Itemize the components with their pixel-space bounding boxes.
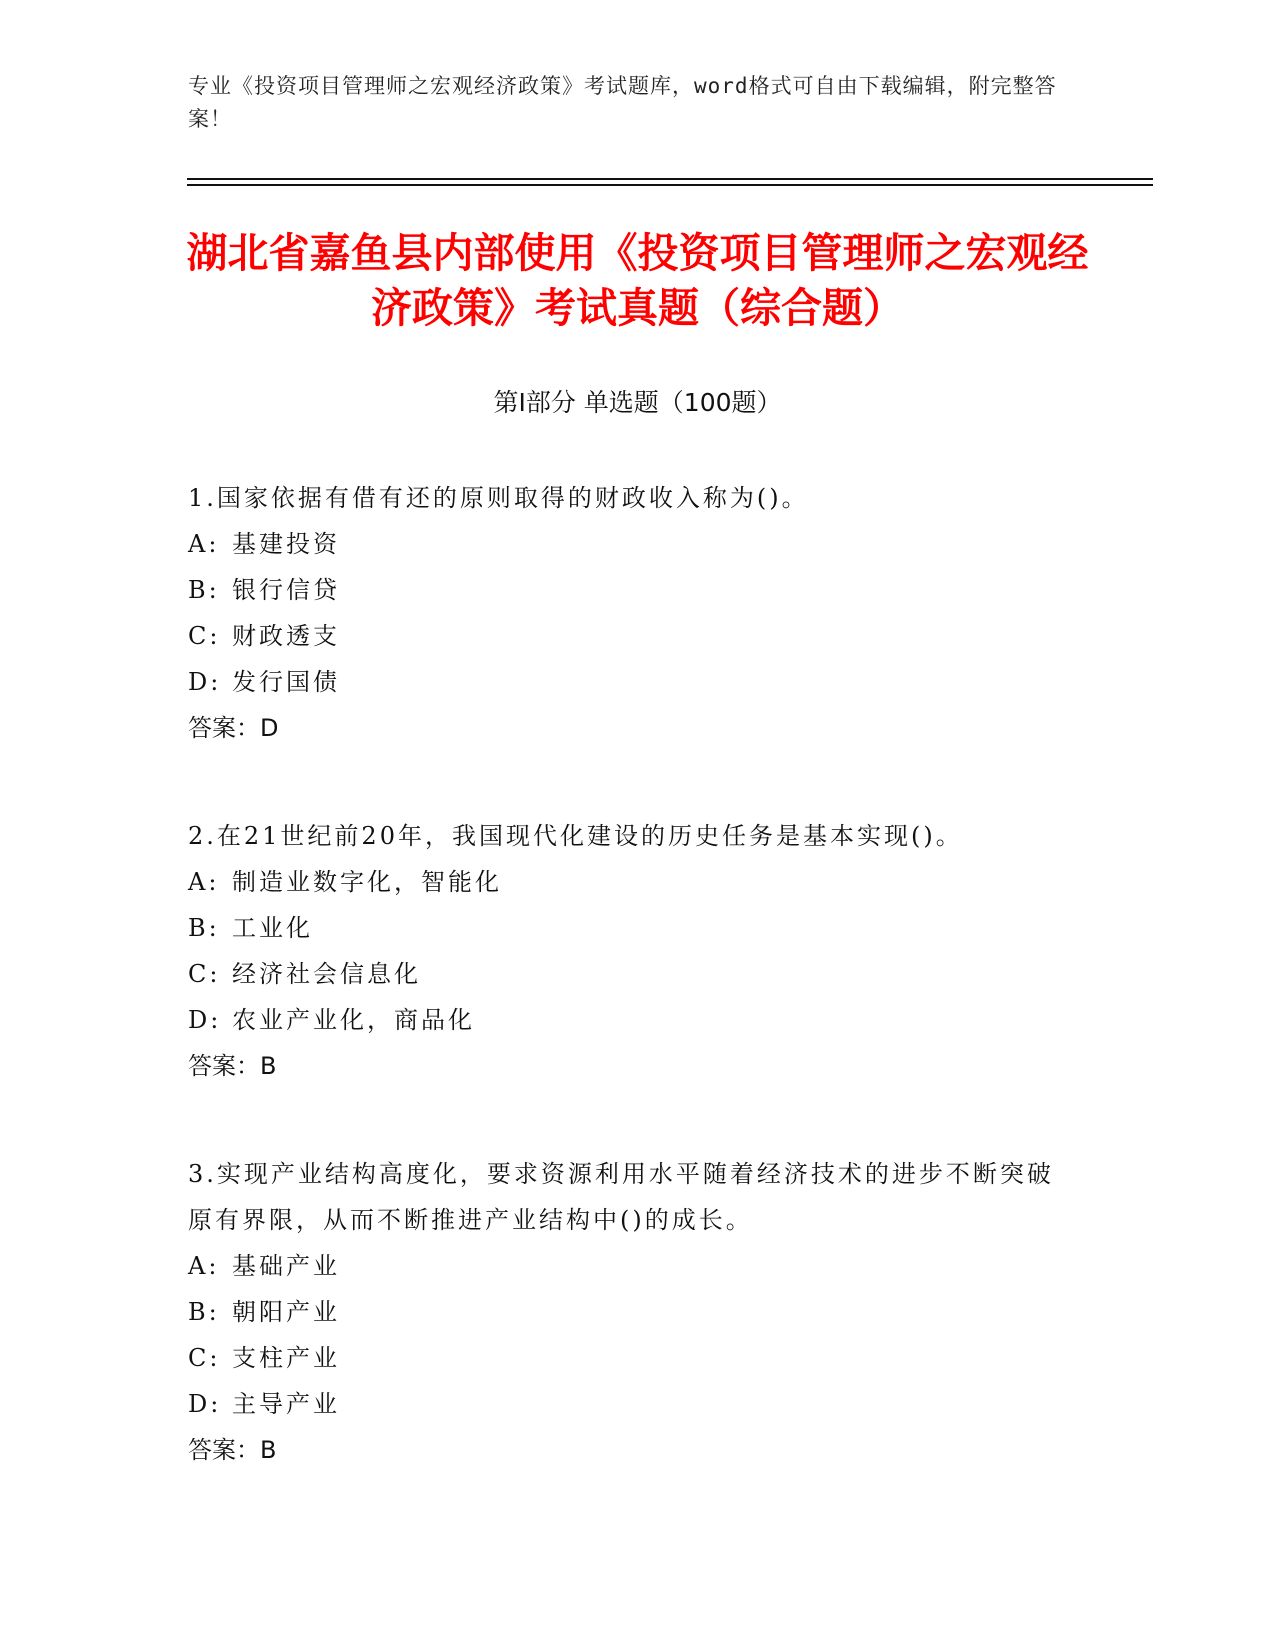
question-stem: 3.实现产业结构高度化，要求资源利用水平随着经济技术的进步不断突破原有界限，从而不断推进产业结构中()的成长。	[188, 1160, 1054, 1234]
option-a	[188, 1243, 1068, 1289]
option-text: 农业产业化，商品化	[232, 1006, 475, 1034]
question-3	[188, 1151, 1068, 1473]
option-key: B:	[188, 914, 220, 942]
header-note: 专业《投资项目管理师之宏观经济政策》考试题库，word格式可自由下载编辑，附完整答案！	[188, 74, 1057, 131]
option-key: C:	[188, 1344, 221, 1372]
option-text: 制造业数字化，智能化	[232, 868, 502, 896]
option-text: 朝阳产业	[232, 1298, 340, 1326]
option-text: 基建投资	[232, 530, 340, 558]
question-stem: 1.国家依据有借有还的原则取得的财政收入称为()。	[188, 484, 809, 512]
option-key: C:	[188, 960, 221, 988]
option-key: B:	[188, 1298, 220, 1326]
question-2	[188, 813, 1068, 1089]
option-d	[188, 997, 1068, 1043]
answer-line: 答案：B	[188, 1052, 277, 1080]
header-divider-top	[187, 178, 1153, 180]
option-a	[188, 859, 1068, 905]
option-key: C:	[188, 622, 221, 650]
option-key: B:	[188, 576, 220, 604]
option-text: 发行国债	[232, 668, 340, 696]
option-text: 主导产业	[232, 1390, 340, 1418]
answer-line: 答案：D	[188, 714, 279, 742]
option-c	[188, 951, 1068, 997]
option-c	[188, 1335, 1068, 1381]
question-list	[188, 475, 1068, 1535]
option-text: 银行信贷	[232, 576, 340, 604]
section-heading: 第I部分 单选题（100题）	[493, 388, 782, 417]
option-text: 基础产业	[232, 1252, 340, 1280]
question-1	[188, 475, 1068, 751]
option-key: D:	[188, 1006, 222, 1034]
option-b	[188, 567, 1068, 613]
document-title: 湖北省嘉鱼县内部使用《投资项目管理师之宏观经济政策》考试真题（综合题）	[186, 229, 1089, 332]
answer-line: 答案：B	[188, 1436, 277, 1464]
option-b	[188, 1289, 1068, 1335]
option-key: A:	[188, 868, 220, 896]
option-text: 支柱产业	[232, 1344, 340, 1372]
option-key: A:	[188, 530, 220, 558]
option-d	[188, 659, 1068, 705]
option-d	[188, 1381, 1068, 1427]
option-key: D:	[188, 668, 222, 696]
option-text: 财政透支	[232, 622, 340, 650]
option-text: 工业化	[232, 914, 313, 942]
option-key: D:	[188, 1390, 222, 1418]
option-b	[188, 905, 1068, 951]
option-key: A:	[188, 1252, 220, 1280]
question-stem: 2.在21世纪前20年，我国现代化建设的历史任务是基本实现()。	[188, 822, 963, 850]
option-a	[188, 521, 1068, 567]
header-divider-bottom	[187, 184, 1153, 186]
option-text: 经济社会信息化	[232, 960, 421, 988]
option-c	[188, 613, 1068, 659]
